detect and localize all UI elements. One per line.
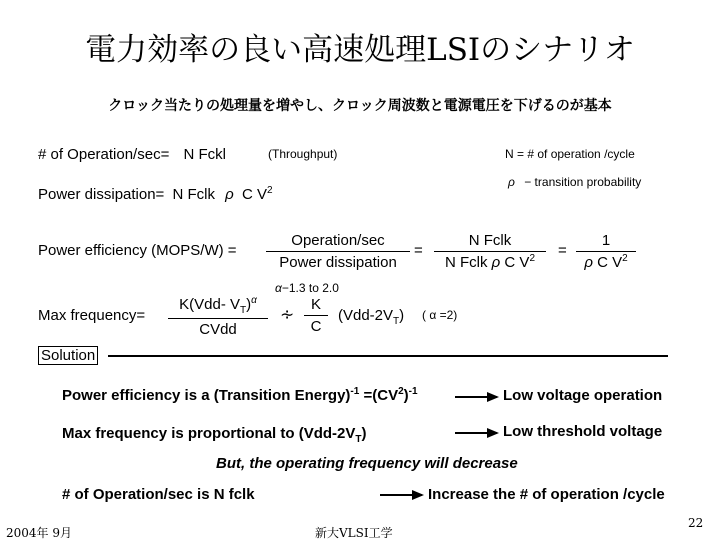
maxf-tail <box>338 307 404 327</box>
maxf-f1-den: CVdd <box>199 321 237 338</box>
eff-label: Power efficiency (MOPS/W) = <box>38 242 237 259</box>
eff-f2-den-a: N Fclk <box>444 254 488 271</box>
def-rho <box>508 175 641 189</box>
power-rho: ρ <box>225 186 234 203</box>
eff-f2-den <box>434 254 546 271</box>
eff-fraction-2 <box>434 232 546 271</box>
eff-f2-den-b: C V <box>504 254 530 271</box>
maxf-f2-num: K <box>310 296 321 313</box>
arrow-right-icon <box>380 494 422 496</box>
solution-item-2-result: Low threshold voltage <box>503 423 663 440</box>
eff-f1-den: Power dissipation <box>279 254 397 271</box>
maxf-fraction-1 <box>168 296 268 338</box>
solution-item-1-text: Power efficiency is a (Transition Energy) <box>62 387 351 404</box>
solution-but: But, the operating frequency will decrease <box>216 455 518 472</box>
solution-item-1-mid: =(CV <box>359 387 399 404</box>
eff-f3-den-rho: ρ <box>584 254 593 271</box>
arrow-right-icon <box>455 396 497 398</box>
eff-eq-1: = <box>414 242 423 259</box>
solution-heading: Solution <box>38 346 98 365</box>
solution-item-2-sub: T <box>355 434 362 445</box>
solution-item-2 <box>62 425 366 445</box>
alpha-symbol: α <box>275 281 282 295</box>
solution-rule <box>108 355 668 357</box>
eff-f3-den-b: C V <box>597 254 623 271</box>
eff-fraction-3 <box>576 232 636 271</box>
eff-eq-2: = <box>558 242 567 259</box>
ops-expr: N Fckl <box>183 146 227 163</box>
eff-f3-den-exp: 2 <box>622 253 628 264</box>
eff-f2-den-rho: ρ <box>491 254 501 271</box>
maxf-f1-alpha: α <box>251 295 257 306</box>
slide-subtitle: クロック当たりの処理量を増やし、クロック周波数と電源電圧を下げるのが基本 <box>108 98 612 114</box>
eff-f3-den <box>576 254 636 271</box>
solution-item-1-mid-close: ) <box>403 387 409 404</box>
rho-symbol: ρ <box>508 175 515 189</box>
alpha-range: −1.3 to 2.0 <box>281 281 339 295</box>
solution-last: # of Operation/sec is N fclk <box>62 486 255 503</box>
ops-label: # of Operation/sec= <box>38 146 170 163</box>
maxf-f1-num-text: K(Vdd- V <box>179 296 241 313</box>
power-line <box>38 186 273 203</box>
solution-item-1 <box>62 387 418 404</box>
alpha-range-line <box>275 281 339 295</box>
ops-line <box>38 146 226 163</box>
maxf-f1-sub: T <box>240 305 247 316</box>
power-exp: 2 <box>266 185 273 196</box>
solution-last-result: Increase the # of operation /cycle <box>428 486 665 503</box>
solution-item-1-mid-sup2: -1 <box>408 386 418 397</box>
maxf-note: ( α =2) <box>422 308 458 322</box>
def-n: N = # of operation /cycle <box>505 147 635 161</box>
slide-title: 電力効率の良い高速処理LSIのシナリオ <box>85 32 635 68</box>
rho-desc: − transition probability <box>524 175 642 189</box>
footer-center: 新大VLSI工学 <box>315 526 393 540</box>
ops-note: (Throughput) <box>268 147 338 161</box>
maxf-tail-close: ) <box>399 307 405 324</box>
power-expr-b: C V <box>241 186 267 203</box>
maxf-approx: ∻ <box>280 305 295 324</box>
power-expr-a: N Fclk <box>172 186 215 203</box>
maxf-f1-close: ) <box>246 296 252 313</box>
maxf-fraction-2 <box>304 296 328 335</box>
maxf-tail-text: (Vdd-2V <box>338 307 394 324</box>
eff-f3-num: 1 <box>601 232 611 249</box>
power-label: Power dissipation= <box>38 186 165 203</box>
maxf-f1-bar <box>168 318 268 319</box>
maxf-label: Max frequency= <box>38 307 146 324</box>
eff-fraction-1 <box>266 232 410 271</box>
maxf-tail-sub: T <box>393 316 400 327</box>
eff-f1-bar <box>266 251 410 252</box>
solution-item-2-close: ) <box>361 425 367 442</box>
eff-f3-bar <box>576 251 636 252</box>
eff-f2-bar <box>434 251 546 252</box>
maxf-f2-den: C <box>310 318 322 335</box>
solution-item-1-sup: -1 <box>350 386 360 397</box>
maxf-f1-num <box>168 296 268 316</box>
eff-f2-den-exp: 2 <box>529 253 535 264</box>
eff-f2-num: N Fclk <box>468 232 512 249</box>
maxf-f2-bar <box>304 315 328 316</box>
page-number: 22 <box>688 516 704 530</box>
footer-date: 2004年 9月 <box>6 526 72 540</box>
arrow-right-icon <box>455 432 497 434</box>
solution-item-1-mid-sup: 2 <box>398 386 404 397</box>
eff-f1-num: Operation/sec <box>291 232 385 249</box>
solution-item-1-result: Low voltage operation <box>503 387 663 404</box>
solution-item-2-text: Max frequency is proportional to (Vdd-2V <box>62 425 356 442</box>
